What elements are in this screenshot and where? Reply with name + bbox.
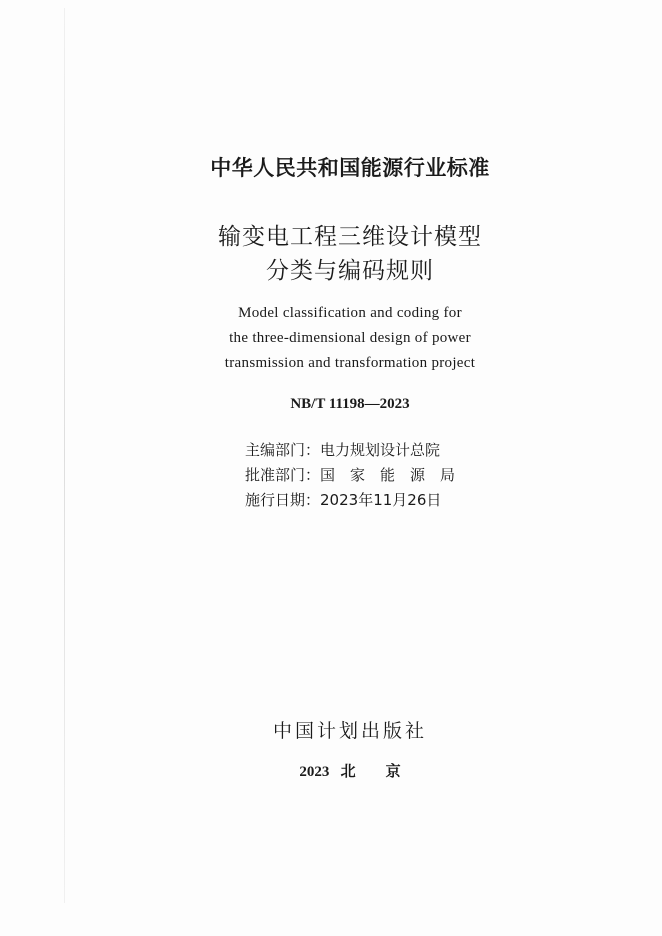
title-line-2: 分类与编码规则	[266, 258, 434, 284]
english-title-line-2: the three-dimensional design of power	[229, 330, 471, 346]
info-value: 电力规划设计总院	[320, 441, 441, 459]
standard-category-header: 中华人民共和国能源行业标准	[210, 156, 490, 180]
publication-city: 北 京	[340, 764, 401, 780]
info-value: 国 家 能 源 局	[320, 466, 456, 484]
standard-code: NB/T 11198—2023	[290, 396, 410, 412]
info-row-chief-editor	[245, 438, 455, 463]
info-row-approval	[245, 463, 455, 488]
issuing-info	[245, 438, 455, 513]
info-label: 批准部门：	[245, 466, 321, 484]
info-label: 主编部门：	[245, 441, 321, 459]
document-title	[0, 220, 662, 288]
publisher-name: 中国计划出版社	[272, 720, 427, 742]
publication-year: 2023	[299, 764, 330, 780]
title-line-1: 输变电工程三维设计模型	[218, 224, 482, 250]
info-label: 施行日期：	[245, 491, 321, 509]
publication-line	[0, 760, 662, 781]
english-title-line-1: Model classification and coding for	[238, 305, 462, 321]
english-title-line-3: transmission and transformation project	[224, 355, 476, 371]
info-row-effective-date	[245, 488, 455, 513]
info-value: 2023年11月26日	[320, 491, 442, 509]
english-title	[0, 301, 662, 376]
